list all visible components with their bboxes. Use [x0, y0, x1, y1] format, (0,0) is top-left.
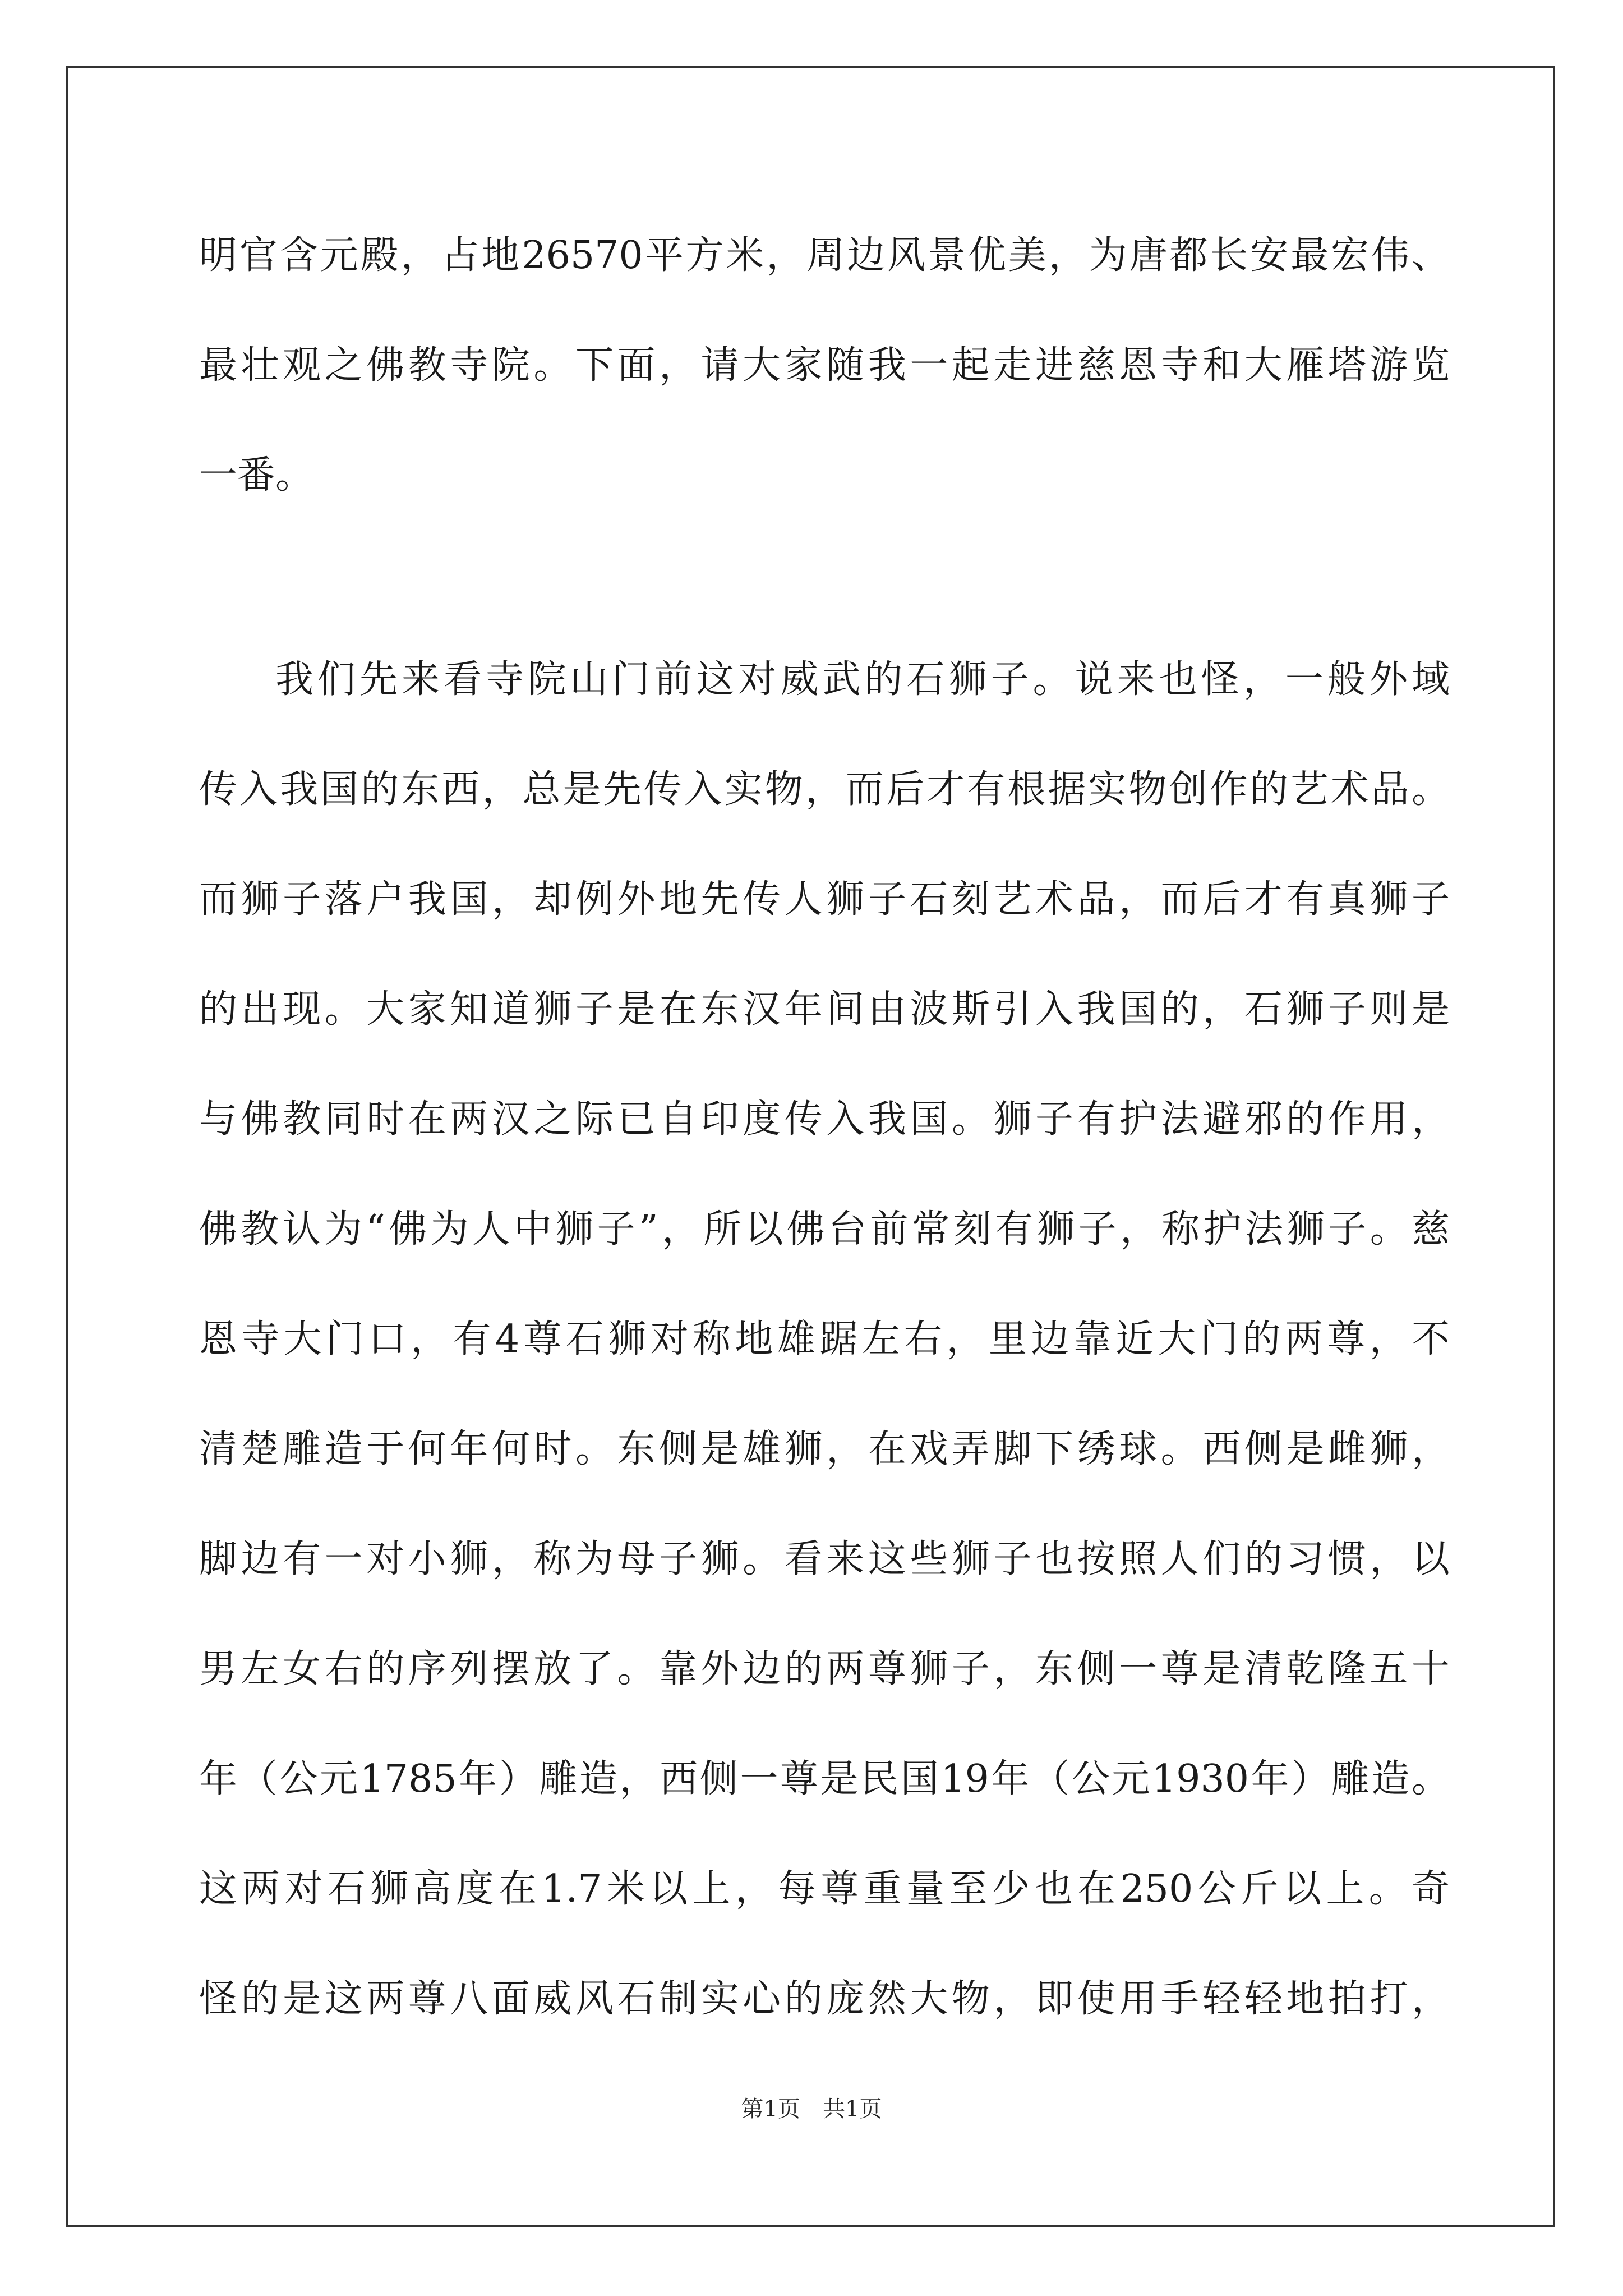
- paragraph-line: 清楚雕造于何年何时。东侧是雄狮，在戏弄脚下绣球。西侧是雌狮，: [199, 1427, 1450, 1471]
- paragraph-line: 最壮观之佛教寺院。下面，请大家随我一起走进慈恩寺和大雁塔游览: [199, 343, 1450, 388]
- paragraph-line: 脚边有一对小狮，称为母子狮。看来这些狮子也按照人们的习惯，以: [199, 1537, 1450, 1581]
- page-footer: 第1页 共1页: [741, 2096, 882, 2122]
- paragraph-line: 明官含元殿，占地26570平方米，周边风景优美，为唐都长安最宏伟、: [199, 233, 1450, 278]
- paragraph-2: [199, 625, 1450, 2054]
- paragraph-line: 这两对石狮高度在1.7米以上，每尊重量至少也在250公斤以上。奇: [199, 1867, 1450, 1911]
- paragraph-line: 年（公元1785年）雕造，西侧一尊是民国19年（公元1930年）雕造。: [199, 1757, 1450, 1801]
- paragraph-1: [199, 201, 1450, 531]
- paragraph-line: 我们先来看寺院山门前这对威武的石狮子。说来也怪，一般外域: [275, 657, 1450, 702]
- paragraph-line: 怪的是这两尊八面威风石制实心的庞然大物，即使用手轻轻地拍打，: [199, 1977, 1450, 2021]
- paragraph-line: 佛教认为“佛为人中狮子”，所以佛台前常刻有狮子，称护法狮子。慈: [199, 1207, 1450, 1251]
- paragraph-line: 男左女右的序列摆放了。靠外边的两尊狮子，东侧一尊是清乾隆五十: [199, 1647, 1450, 1691]
- paragraph-line: 而狮子落户我国，却例外地先传人狮子石刻艺术品，而后才有真狮子: [199, 877, 1450, 922]
- paragraph-line: 的出现。大家知道狮子是在东汉年间由波斯引入我国的，石狮子则是: [199, 987, 1450, 1032]
- paragraph-line: 恩寺大门口，有4尊石狮对称地雄踞左右，里边靠近大门的两尊，不: [199, 1317, 1450, 1361]
- paragraph-line: 传入我国的东西，总是先传入实物，而后才有根据实物创作的艺术品。: [199, 767, 1450, 812]
- paragraph-line: 与佛教同时在两汉之际已自印度传入我国。狮子有护法避邪的作用，: [199, 1097, 1450, 1142]
- paragraph-line: 一番。: [199, 453, 314, 498]
